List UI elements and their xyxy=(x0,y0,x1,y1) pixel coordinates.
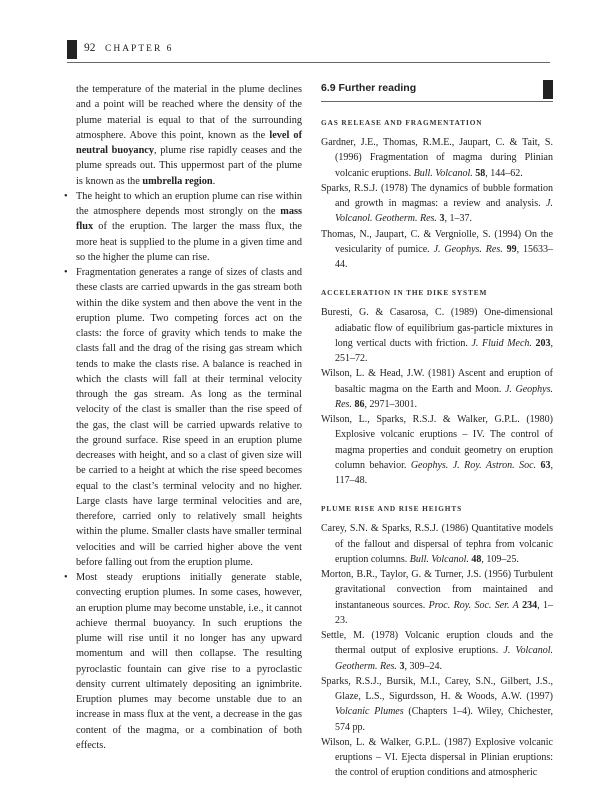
section-heading: ACCELERATION IN THE DIKE SYSTEM xyxy=(321,288,488,298)
left-column xyxy=(76,82,302,753)
term-mass-flux: mass flux xyxy=(76,206,302,233)
bullet-mass-flux: • The height to which an eruption plume can rise within the atmosphere depends most strongly on the mass flux of the eruption. The larger the mass flux, the more heat is supplied to the plume in a given time and so the higher the plume can rise. xyxy=(76,189,302,265)
reference: Morton, B.R., Taylor, G. & Turner, J.S. (1956) Turbulent gravitational convection from maintained and instantaneous sources. Proc. Roy. Soc. Ser. A 234, 1–23. xyxy=(321,569,554,626)
reference: Sparks, R.S.J. (1978) The dynamics of bubble formation and growth in magmas: a review and analysis. J. Volcanol. Geotherm. Res. 3, 1–37. xyxy=(321,182,553,225)
reference: Buresti, G. & Casarosa, C. (1989) One-dimensional adiabatic flow of equilibrium gas-particle mixtures in long vertical ducts with friction. J. Fluid Mech. 203, 251–72. xyxy=(321,307,553,364)
term-level-of-neutral-buoyancy: level of neutral buoyancy xyxy=(76,129,303,156)
paragraph-umbrella: the temperature of the material in the plume declines and a point will be reached where the density of the plume material is equal to that of the surrounding atmosphere. Above this point, known as the level of neutral buoyancy, plume rise rapidly ceases and the plume spreads out. This uppermost part of the plume is known as the umbrella region. xyxy=(76,84,303,187)
section-heading: PLUME RISE AND RISE HEIGHTS xyxy=(321,504,463,514)
term-umbrella-region: umbrella region xyxy=(142,175,213,187)
bullet-fragmentation: • Fragmentation generates a range of sizes of clasts and these clasts are carried upwards in the gas stream both within the dike system and then above the vent in the eruption plume. Two competing forces act on the clasts: the force of gravity which tends to make the clasts fall and the drag of the rising gas stream which tends to make the clasts rise. A balance is reached in which the clasts will fall at their terminal velocity through the gas stream. As long as the terminal velocity of the clast is smaller than the rise speed of the gas, the clast will be carried upwards relative to the ground surface. Rise speed in an eruption plume decreases with height, and so a clast of given size will be carried to a height at which the rise speed becomes equal to the clast’s terminal velocity and no higher. Large clasts have large terminal velocities and are, therefore, carried only to relatively small heights within the plume. Smaller clasts have smaller terminal velocities and will be carried higher above the vent before falling out from the eruption plume. xyxy=(76,265,302,570)
reference: Gardner, J.E., Thomas, R.M.E., Jaupart, C. & Tait, S. (1996) Fragmentation of magma during Plinian volcanic eruptions. Bull. Volcanol. 58, 144–62. xyxy=(321,137,553,179)
bullet-list xyxy=(76,189,302,753)
right-column xyxy=(321,82,553,781)
reference: Wilson, L. & Walker, G.P.L. (1987) Explosive volcanic eruptions – VI. Ejecta dispersal in Plinian eruptions: the control of eruption conditions and atmospheric xyxy=(321,736,553,779)
bullet-steady-eruptions: • Most steady eruptions initially generate stable, convecting eruption plumes. In some cases, however, an eruption plume may become unstable, i.e., it cannot achieve thermal buoyancy. In such eruptions the plume will rise until it no longer has any upward momentum and will then collapse. The resulting pyroclastic fountain can give rise to a pyroclastic density current ultimately depositing an ignimbrite. Eruption plumes may become unstable due to an increase in mass flux at the vent, a decrease in the gas content of the magma, or a combination of both effects. xyxy=(76,570,302,753)
reference: Carey, S.N. & Sparks, R.S.J. (1986) Quantitative models of the fallout and dispersal of tephra from volcanic eruption columns. Bull. Volcanol. 48, 109–25. xyxy=(321,523,553,565)
reference: Settle, M. (1978) Volcanic eruption clouds and the thermal output of explosive eruptions. J. Volcanol. Geotherm. Res. 3, 309–24. xyxy=(321,630,553,672)
section-heading: GAS RELEASE AND FRAGMENTATION xyxy=(321,118,483,127)
reference: Thomas, N., Jaupart, C. & Vergniolle, S. (1994) On the vesicularity of pumice. J. Geophys. Res. 99, 15633–44. xyxy=(321,228,553,270)
header-bar-marker xyxy=(67,40,77,59)
reference: Wilson, L. & Head, J.W. (1981) Ascent and eruption of basaltic magma on the Earth and Moon. J. Geophys. Res. 86, 2971–3001. xyxy=(321,368,553,410)
further-reading-title: 6.9 Further reading xyxy=(321,82,553,102)
reference: Sparks, R.S.J., Bursik, M.I., Carey, S.N., Gilbert, J.S., Glaze, L.S., Sigurdsson, H. & Woods, A.W. (1997) Volcanic Plumes (Chapters 1–4). Wiley, Chichester, 574 pp. xyxy=(321,675,554,733)
reference: Wilson, L., Sparks, R.S.J. & Walker, G.P.L. (1980) Explosive volcanic eruptions – IV. The control of magma properties and conduit geometry on eruption column behavior. Geophys. J. Roy. Astron. Soc. 63, 117–48. xyxy=(321,414,554,486)
chapter-label: CHAPTER 6 xyxy=(105,44,174,54)
header-rule xyxy=(67,62,550,63)
page-number: 92 xyxy=(84,42,96,54)
title-bar-marker xyxy=(543,80,553,99)
